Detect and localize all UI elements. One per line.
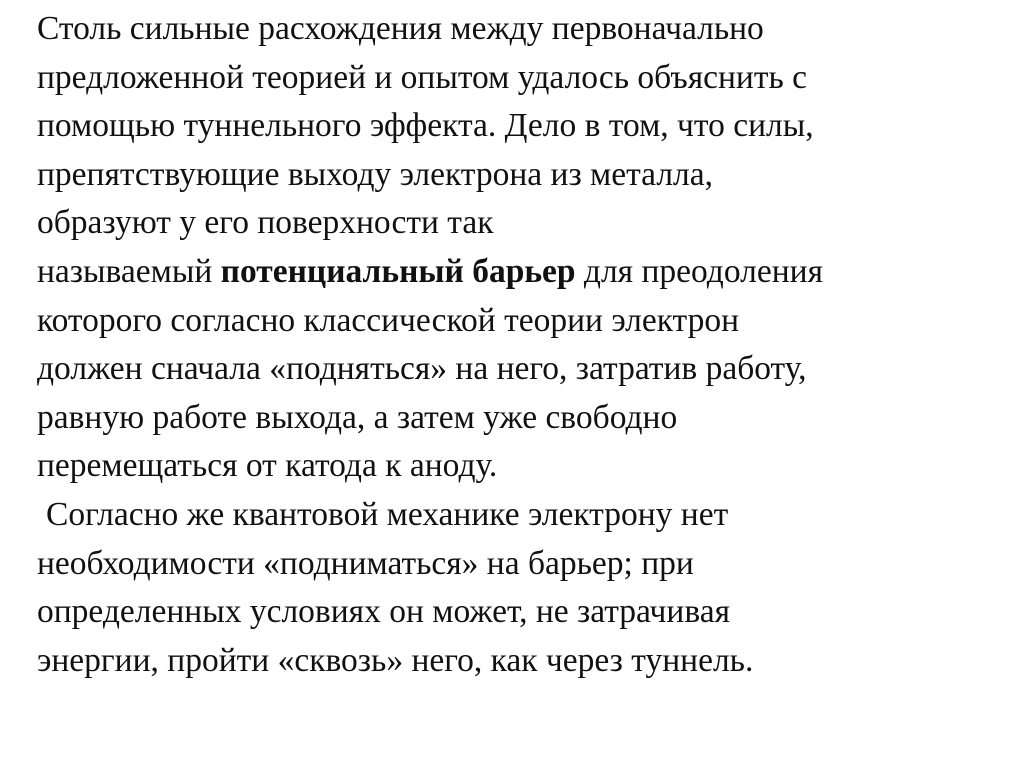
text-line: энергии, пройти «сквозь» него, как через туннель.	[37, 641, 754, 679]
text-segment: для преодоления	[575, 252, 824, 290]
text-segment: называемый	[37, 252, 221, 290]
text-line: препятствующие выходу электрона из металла,	[37, 155, 714, 193]
body-text	[37, 5, 997, 685]
text-line: необходимости «подниматься» на барьер; при	[37, 544, 694, 582]
text-line: Согласно же квантовой механике электрону нет	[46, 495, 729, 533]
key-term: потенциальный барьер	[220, 252, 576, 290]
text-line: перемещаться от катода к аноду.	[37, 447, 498, 485]
text-line-with-term	[37, 248, 997, 297]
text-line: Столь сильные расхождения между первоначально	[37, 10, 764, 47]
text-line: определенных условиях он может, не затрачивая	[37, 593, 730, 631]
text-line: должен сначала «подняться» на него, затратив работу,	[37, 350, 807, 388]
text-line: помощью туннельного эффекта. Дело в том, что силы,	[37, 107, 814, 145]
text-line: которого согласно классической теории электрон	[37, 301, 740, 339]
text-line: образуют у его поверхности так	[37, 204, 494, 242]
text-line: равную работе выхода, а затем уже свободно	[37, 398, 678, 436]
text-line: предложенной теорией и опытом удалось объяснить с	[37, 58, 807, 96]
